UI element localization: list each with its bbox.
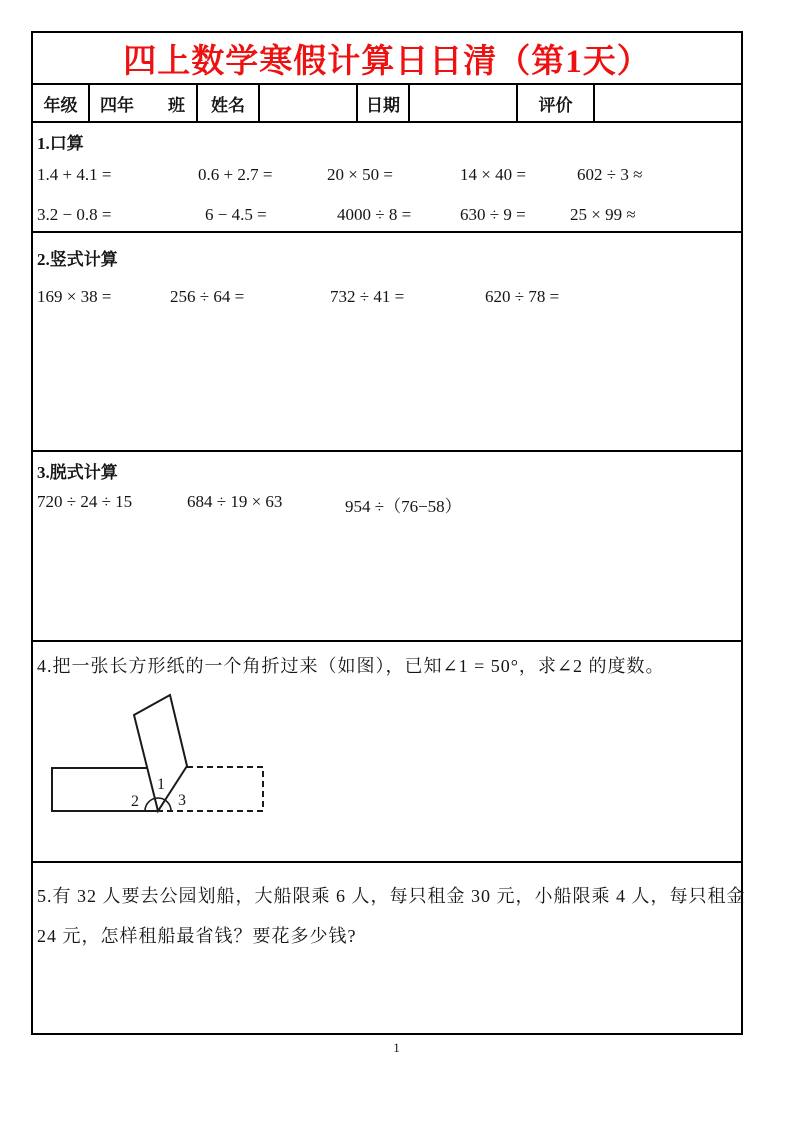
- math-expression: 602 ÷ 3 ≈: [577, 165, 643, 184]
- math-expression: 720 ÷ 24 ÷ 15: [37, 492, 133, 511]
- angle-3-label: 3: [178, 792, 186, 809]
- section-heading: 3.脱式计算: [37, 463, 118, 482]
- name-label-cell: 姓名: [198, 85, 260, 121]
- eval-label-cell: 评价: [518, 85, 595, 121]
- math-expression: 0.6 + 2.7 =: [198, 165, 273, 184]
- worksheet-title: 四上数学寒假计算日日清（第1天）: [123, 43, 651, 80]
- paper-rectangle-outline: [52, 768, 158, 811]
- date-value-field[interactable]: [410, 85, 518, 121]
- math-expression: 684 ÷ 19 × 63: [187, 492, 283, 511]
- math-expression: 25 × 99 ≈: [570, 205, 636, 224]
- math-expression: 954 ÷（76−58）: [345, 497, 462, 516]
- fold-figure: [40, 688, 280, 820]
- math-expression: 3.2 − 0.8 =: [37, 205, 112, 224]
- section-stepwise-calculation: [33, 452, 741, 642]
- section-vertical-calculation: [33, 233, 741, 452]
- problem-text-line1: 5.有 32 人要去公园划船，大船限乘 6 人，每只租金 30 元，小船限乘 4 人，每只租金: [37, 886, 746, 906]
- math-expression: 20 × 50 =: [327, 165, 393, 184]
- problem-text-line2: 24 元，怎样租船最省钱？要花多少钱?: [37, 926, 357, 946]
- math-expression: 6 − 4.5 =: [205, 205, 267, 224]
- math-expression: 630 ÷ 9 =: [460, 205, 526, 224]
- section-boat-problem: [33, 863, 746, 1033]
- section-fold-problem: [33, 642, 741, 863]
- page-number: 1: [393, 1040, 400, 1055]
- grade-label-cell: 年级: [33, 85, 90, 121]
- section-oral-calculation: [33, 123, 741, 233]
- worksheet-table: [31, 31, 746, 1035]
- angle-1-label: 1: [157, 776, 165, 793]
- section-heading: 2.竖式计算: [37, 250, 118, 269]
- title-row: [33, 33, 741, 85]
- eval-value-field[interactable]: [595, 85, 741, 121]
- angle-2-label: 2: [131, 793, 139, 810]
- math-expression: 169 × 38 =: [37, 287, 112, 306]
- grade-value-cell: 四年 班: [90, 85, 198, 121]
- math-expression: 732 ÷ 41 =: [330, 287, 405, 306]
- section-heading: 1.口算: [37, 134, 84, 153]
- date-label-cell: 日期: [358, 85, 410, 121]
- math-expression: 14 × 40 =: [460, 165, 526, 184]
- math-expression: 1.4 + 4.1 =: [37, 165, 112, 184]
- info-header-row: [33, 85, 741, 123]
- name-value-field[interactable]: [260, 85, 358, 121]
- problem-text: 4.把一张长方形纸的一个角折过来（如图），已知∠1 = 50°，求∠2 的度数。: [37, 656, 665, 676]
- math-expression: 620 ÷ 78 =: [485, 287, 560, 306]
- math-expression: 256 ÷ 64 =: [170, 287, 245, 306]
- math-expression: 4000 ÷ 8 =: [337, 205, 412, 224]
